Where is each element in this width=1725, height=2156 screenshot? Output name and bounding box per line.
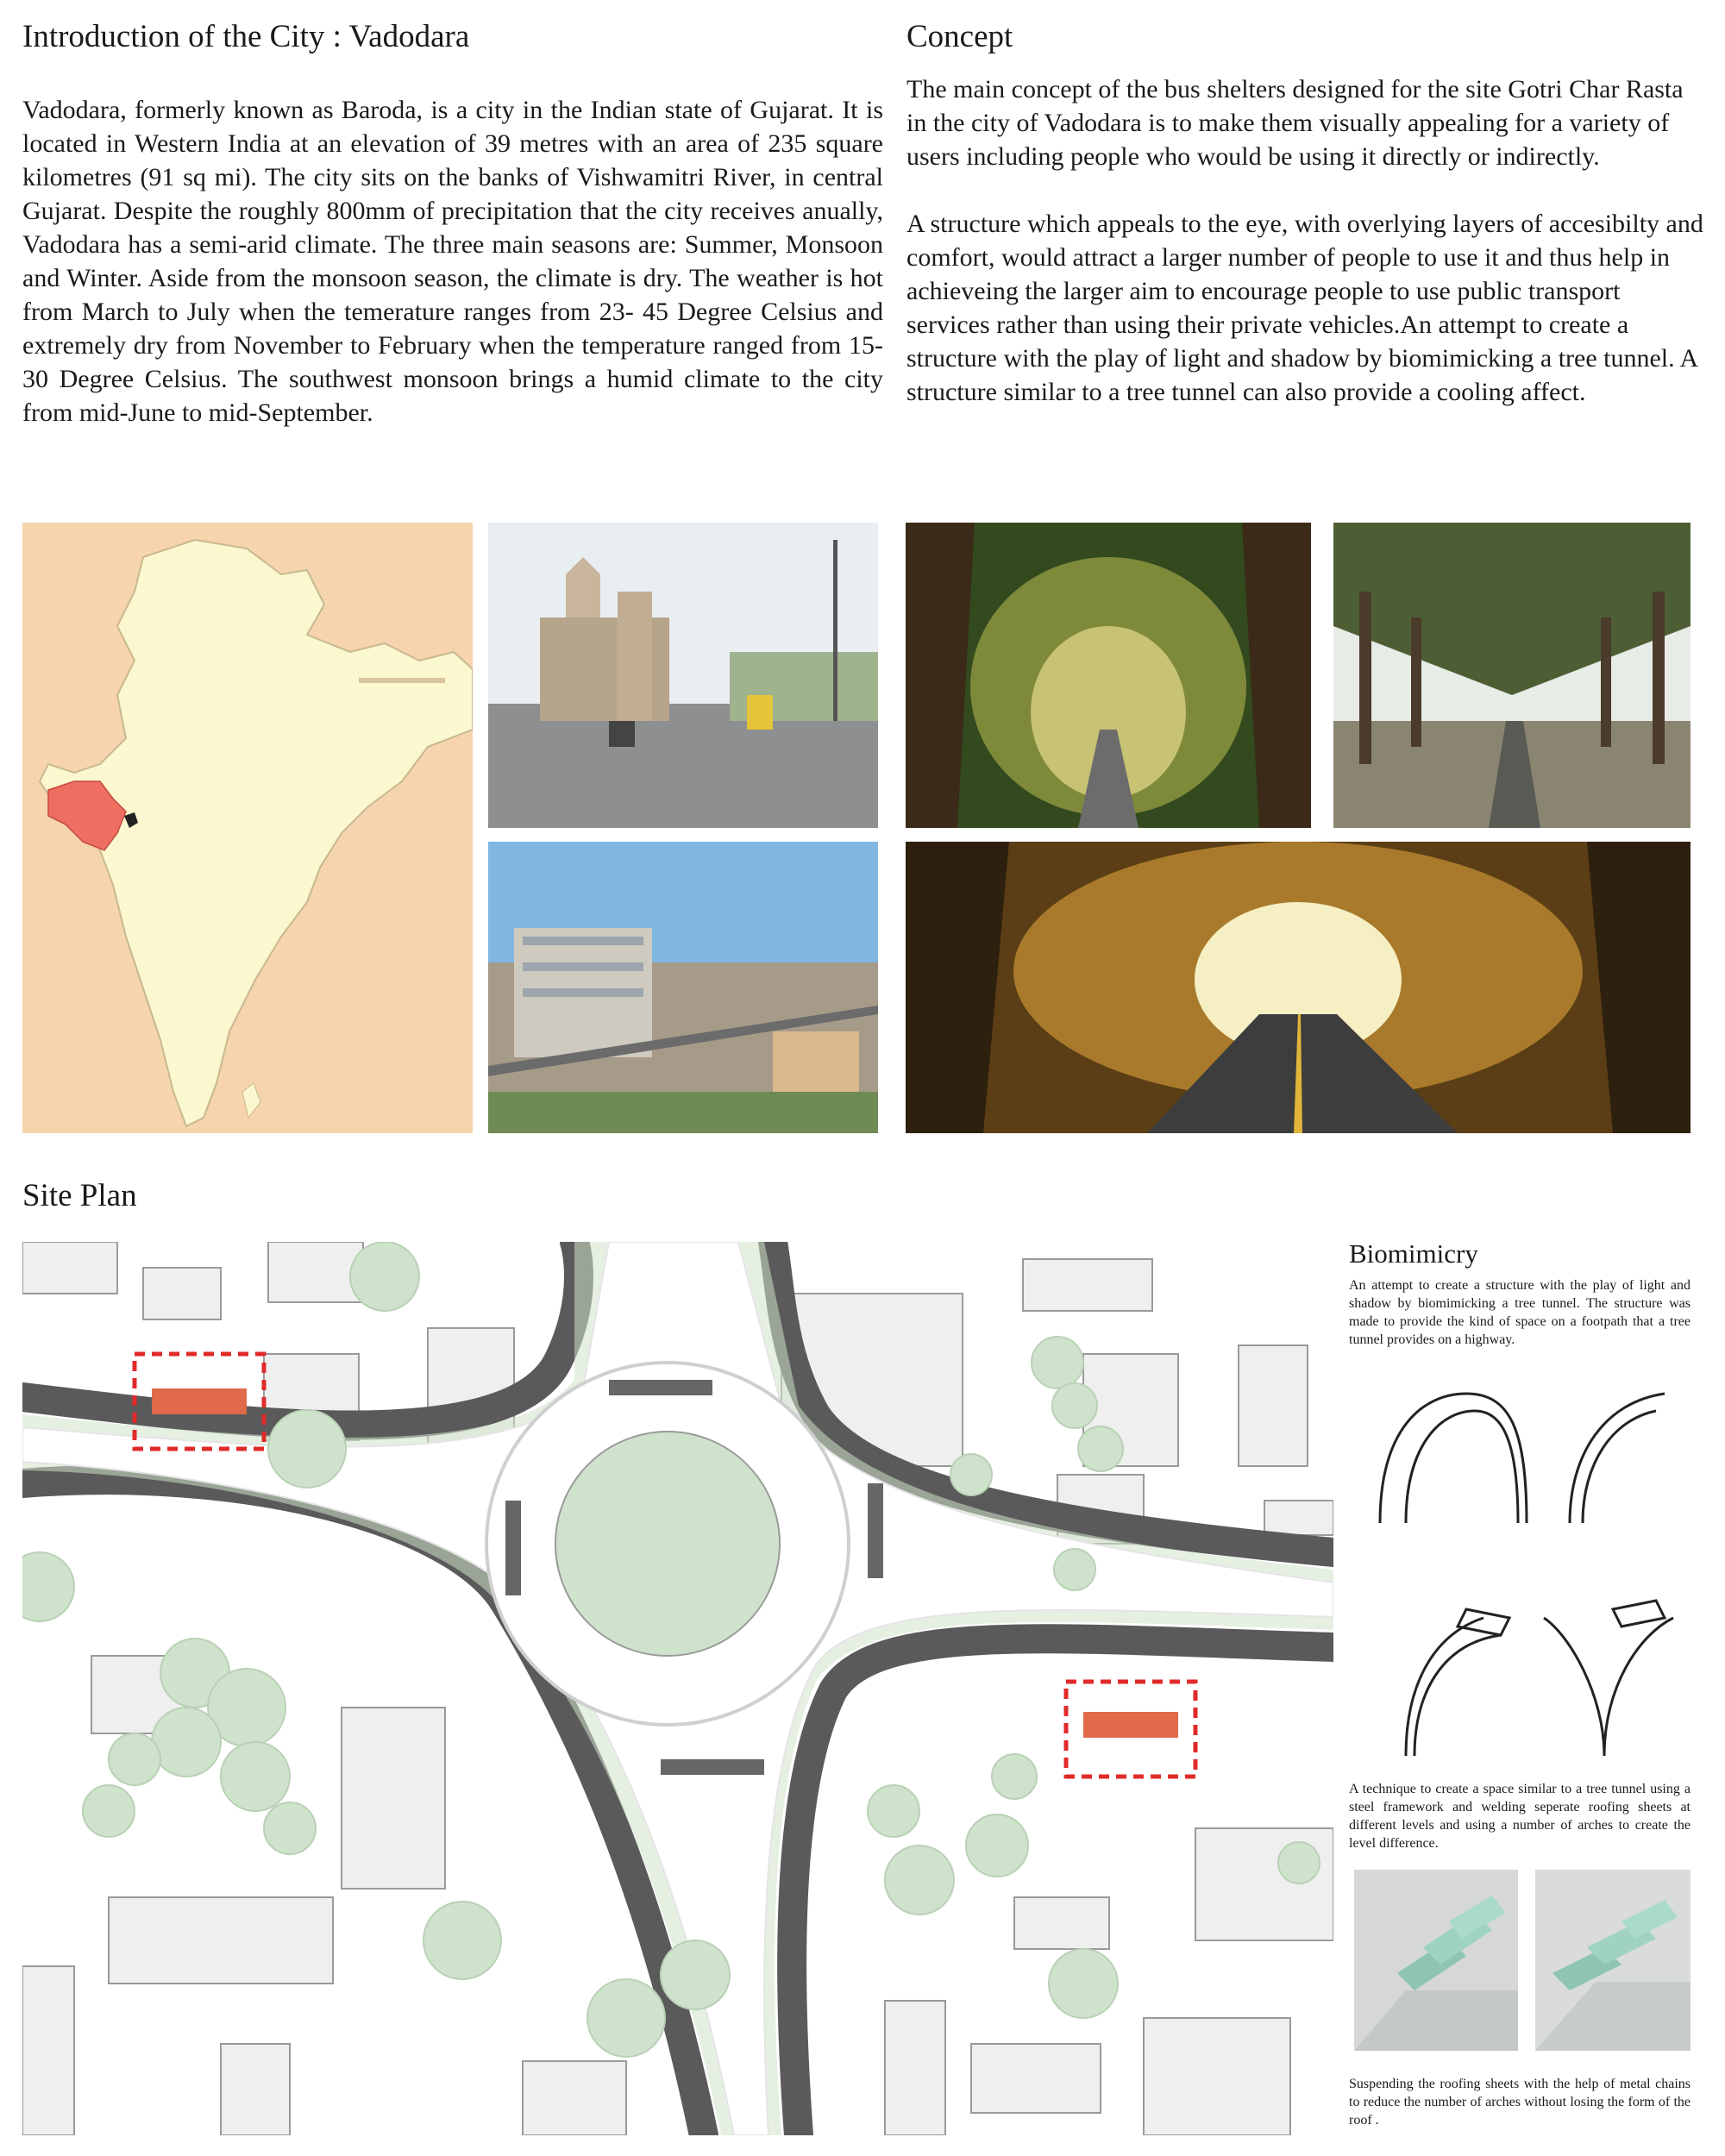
city-skyline-photo xyxy=(488,842,878,1133)
city-street-photo xyxy=(488,523,878,828)
india-map xyxy=(22,523,473,1133)
arch-sketch-2 xyxy=(1354,1583,1682,1764)
roof-render-1 xyxy=(1354,1870,1518,2051)
biomimicry-text-1: An attempt to create a structure with the play of light and shadow by biomimicking a tree tunnel. The structure was made to provide the kind of space on a footpath that a tree tunnel provides on a highway. xyxy=(1349,1278,1690,1347)
concept-title: Concept xyxy=(906,19,1013,54)
intro-paragraph: Vadodara, formerly known as Baroda, is a city in the Indian state of Gujarat. It is located in Western India at an elevation of 39 metres with an area of 235 square kilometres (91 sq mi). The city sits on the banks of Vishwamitri River, in central Gujarat. Despite the roughly 800mm of precipitation that the city receives anually, Vadodara has a semi-arid climate. The three main seasons are: Summer, Monsoon and Winter. Aside from the monsoon season, the climate is dry. The weather is hot from March to July when the temerature ranges from 23- 45 Degree Celsius and extremely dry from November to February when the temperature ranged from 15-30 Degree Celsius. The southwest monsoon brings a humid climate to the city from mid-June to mid-September. xyxy=(22,96,883,427)
tree-tunnel-photo-2 xyxy=(1333,523,1690,828)
tree-tunnel-photo-1 xyxy=(906,523,1311,828)
biomimicry-text-2: A technique to create a space similar to a tree tunnel using a steel framework and welding seperate roofing sheets at different levels and using a number of arches to create the level difference. xyxy=(1349,1782,1690,1851)
biomimicry-text-3: Suspending the roofing sheets with the help of metal chains to reduce the number of arches without losing the form of the roof . xyxy=(1349,2077,1690,2128)
concept-paragraph-2: A structure which appeals to the eye, with overlying layers of accesibilty and comfort, would attract a larger number of people to use it and thus help in achieveing the larger aim to encourage people to use public transport services rather than using their private vehicles.An attempt to create a structure with the play of light and shadow by biomimicking a tree tunnel. A structure similar to a tree tunnel can also provide a cooling affect. xyxy=(906,210,1703,406)
site-plan-drawing xyxy=(22,1242,1333,2135)
roof-render-2 xyxy=(1535,1870,1690,2051)
intro-title: Introduction of the City : Vadodara xyxy=(22,19,470,54)
concept-paragraph-1: The main concept of the bus shelters designed for the site Gotri Char Rasta in the city of Vadodara is to make them visually appealing for a variety of users including people who would be using it directly or indirectly. xyxy=(906,75,1684,171)
biomimicry-title: Biomimicry xyxy=(1349,1238,1478,1269)
site-plan-title: Site Plan xyxy=(22,1178,137,1213)
tree-tunnel-photo-3 xyxy=(906,842,1690,1133)
arch-sketch-1 xyxy=(1354,1376,1682,1535)
